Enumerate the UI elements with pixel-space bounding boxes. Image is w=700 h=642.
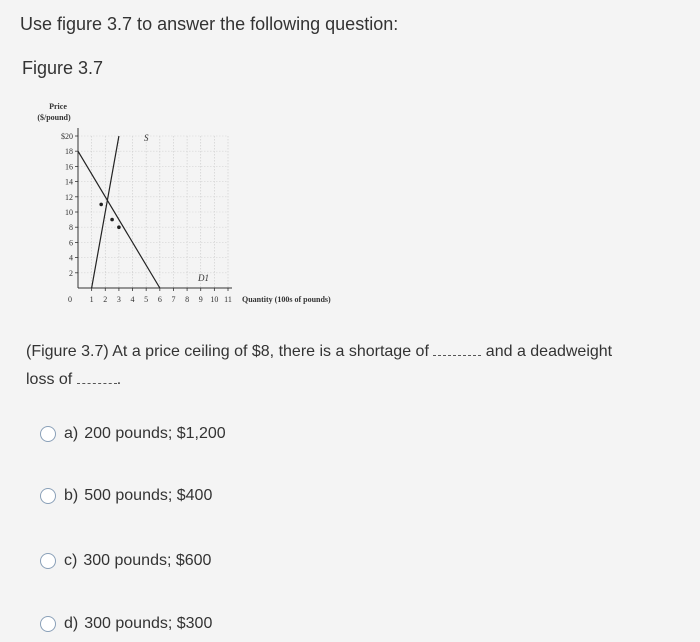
radio-button-c[interactable] xyxy=(40,553,56,569)
x-tick-label: 8 xyxy=(185,295,190,304)
y-tick-label: 2 xyxy=(69,268,73,278)
supply-demand-chart xyxy=(10,95,380,315)
choice-a-text: 200 pounds; $1,200 xyxy=(84,425,226,442)
y-tick-label: 16 xyxy=(65,162,73,172)
supply-curve-label: S xyxy=(144,133,149,143)
choice-b-text: 500 pounds; $400 xyxy=(84,487,213,504)
x-tick-label: 5 xyxy=(144,295,149,304)
x-tick-label: 1 xyxy=(89,295,94,304)
x-tick-label: 3 xyxy=(116,295,121,304)
x-tick-label: 10 xyxy=(210,295,219,304)
choice-a-letter: a) xyxy=(64,425,79,442)
choice-d[interactable] xyxy=(40,615,212,633)
y-tick-label: $20 xyxy=(61,132,73,141)
origin-label: 0 xyxy=(68,295,72,304)
y-tick-label: 8 xyxy=(69,223,73,233)
y-tick-label: 12 xyxy=(65,192,73,202)
question-text: (Figure 3.7) At a price ceiling of $8, there is a shortage of and a deadweight loss of . xyxy=(26,343,613,388)
radio-button-b[interactable] xyxy=(40,488,56,504)
deadweight-loss-blank xyxy=(77,369,117,384)
y-tick-label: 14 xyxy=(65,177,73,187)
curve-point xyxy=(99,203,103,207)
x-tick-label: 6 xyxy=(157,295,162,304)
choice-c[interactable] xyxy=(40,552,211,570)
demand-curve xyxy=(78,151,160,288)
demand-curve-label: D1 xyxy=(198,273,209,283)
x-axis-label: Quantity (100s of pounds) xyxy=(242,295,331,304)
y-tick-label: 4 xyxy=(69,253,73,263)
x-tick-label: 4 xyxy=(130,295,135,304)
choice-b[interactable] xyxy=(40,487,212,505)
choice-a[interactable] xyxy=(40,425,226,443)
x-tick-label: 11 xyxy=(224,295,232,304)
y-axis-label-line2: ($/pound) xyxy=(37,113,71,122)
choice-c-text: 300 pounds; $600 xyxy=(83,552,212,569)
choice-d-text: 300 pounds; $300 xyxy=(84,615,213,632)
question-prompt: Use figure 3.7 to answer the following question: xyxy=(20,14,399,34)
x-tick-label: 7 xyxy=(171,295,176,304)
radio-button-a[interactable] xyxy=(40,426,56,442)
shortage-blank xyxy=(433,341,481,356)
question-part2: and a deadweight xyxy=(485,343,613,360)
y-tick-label: 6 xyxy=(69,238,73,248)
choice-c-letter: c) xyxy=(64,552,78,569)
curve-point xyxy=(117,225,121,229)
figure-title: Figure 3.7 xyxy=(22,58,104,78)
chart-grid xyxy=(78,136,228,288)
radio-button-d[interactable] xyxy=(40,616,56,632)
x-tick-label: 9 xyxy=(198,295,203,304)
choice-b-letter: b) xyxy=(64,487,79,504)
chart-axes xyxy=(78,128,232,288)
y-axis-label-line1: Price xyxy=(49,102,67,111)
curve-point xyxy=(110,218,114,222)
y-tick-label: 10 xyxy=(65,208,73,217)
y-tick-label: 18 xyxy=(65,147,73,157)
choice-d-letter: d) xyxy=(64,615,79,632)
x-tick-label: 2 xyxy=(103,295,108,304)
question-part3: loss of xyxy=(26,371,73,388)
question-part1: (Figure 3.7) At a price ceiling of $8, there is a shortage of xyxy=(26,343,429,360)
